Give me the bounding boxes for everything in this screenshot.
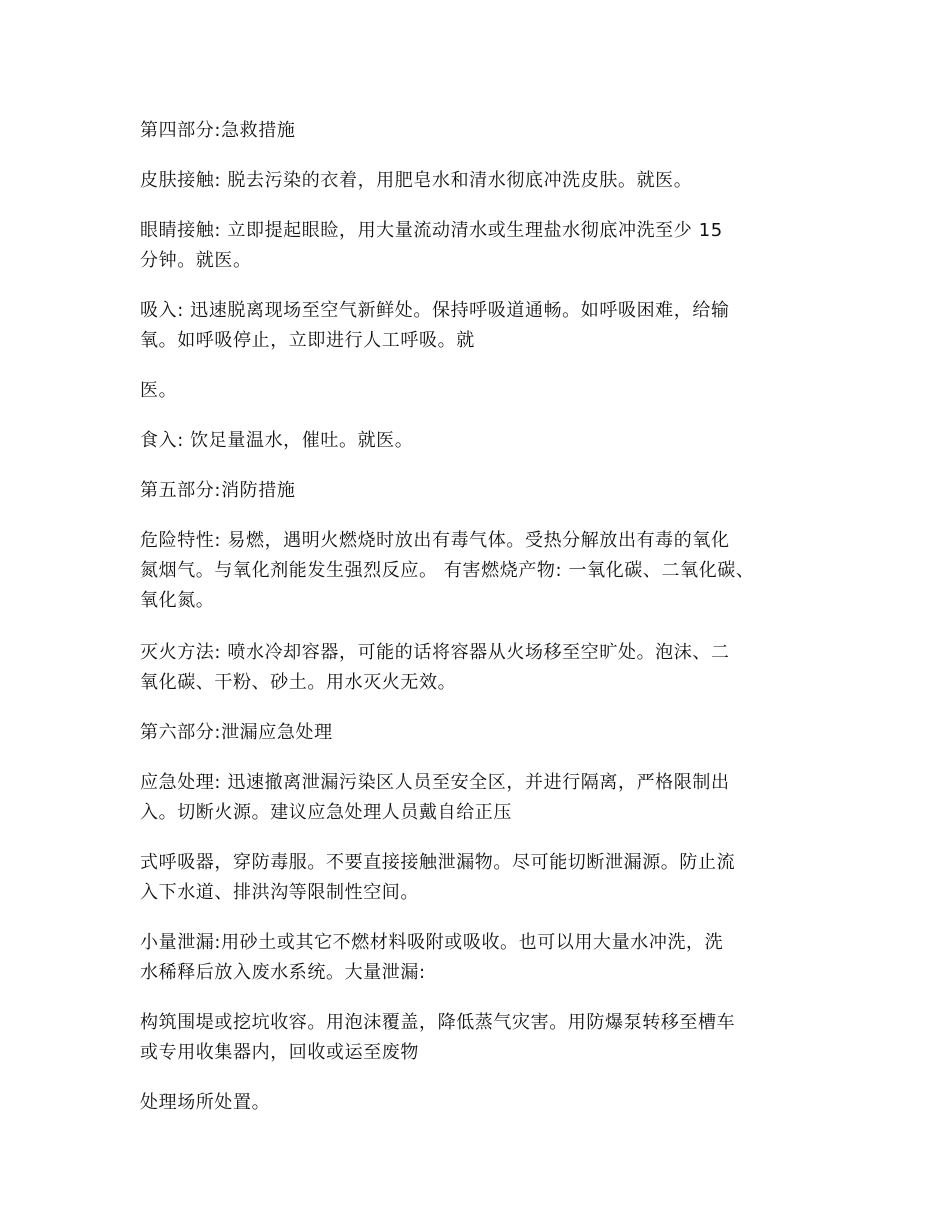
text-line: 分钟。就医。 bbox=[140, 250, 252, 271]
text-line: 皮肤接触: 脱去污染的衣着，用肥皂水和清水彻底冲洗皮肤。就医。 bbox=[140, 170, 693, 191]
section-heading-leak bbox=[140, 718, 840, 748]
text-line: 氧化碳、干粉、砂土。用水灭火无效。 bbox=[140, 672, 457, 693]
paragraph-ingestion bbox=[140, 426, 840, 456]
text-line: 小量泄漏:用砂土或其它不燃材料吸附或吸收。也可以用大量水冲洗，洗 bbox=[140, 932, 724, 953]
paragraph-large-leak bbox=[140, 1008, 840, 1068]
text-line: 氮烟气。与氧化剂能发生强烈反应。 有害燃烧产物: 一氧化碳、二氧化碳、 bbox=[140, 560, 755, 581]
section-heading-firefighting bbox=[140, 476, 840, 506]
paragraph-eye-contact bbox=[140, 216, 840, 276]
text-line: 氧化氮。 bbox=[140, 590, 215, 611]
paragraph-emergency-handling-cont bbox=[140, 848, 840, 908]
text-line: 处理场所处置。 bbox=[140, 1092, 271, 1113]
text-line: 入下水道、排洪沟等限制性空间。 bbox=[140, 882, 419, 903]
paragraph-small-leak bbox=[140, 928, 840, 988]
text-line: 灭火方法: 喷水冷却容器，可能的话将容器从火场移至空旷处。泡沫、二 bbox=[140, 642, 730, 663]
text-line: 水稀释后放入废水系统。大量泄漏: bbox=[140, 962, 426, 983]
text-line: 或专用收集器内，回收或运至废物 bbox=[140, 1042, 419, 1063]
paragraph-inhalation-cont bbox=[140, 376, 840, 406]
paragraph-skin-contact bbox=[140, 166, 840, 196]
paragraph-hazard-properties bbox=[140, 526, 840, 616]
text-line: 氧。如呼吸停止，立即进行人工呼吸。就 bbox=[140, 330, 475, 351]
paragraph-extinguishing bbox=[140, 638, 840, 698]
text-line: 应急处理: 迅速撤离泄漏污染区人员至安全区，并进行隔离，严格限制出 bbox=[140, 772, 730, 793]
text-line: 第六部分:泄漏应急处理 bbox=[140, 722, 333, 743]
text-line: 入。切断火源。建议应急处理人员戴自给正压 bbox=[140, 802, 512, 823]
section-heading-first-aid bbox=[140, 116, 840, 146]
text-line: 危险特性: 易燃，遇明火燃烧时放出有毒气体。受热分解放出有毒的氧化 bbox=[140, 530, 730, 551]
paragraph-emergency-handling bbox=[140, 768, 840, 828]
text-line: 医。 bbox=[140, 380, 178, 401]
text-line: 食入: 饮足量温水，催吐。就医。 bbox=[140, 430, 414, 451]
text-line: 式呼吸器，穿防毒服。不要直接接触泄漏物。尽可能切断泄漏源。防止流 bbox=[140, 852, 736, 873]
text-line: 眼睛接触: 立即提起眼睑，用大量流动清水或生理盐水彻底冲洗至少 15 bbox=[140, 220, 723, 241]
text-line: 第四部分:急救措施 bbox=[140, 120, 296, 141]
text-line: 构筑围堤或挖坑收容。用泡沫覆盖，降低蒸气灾害。用防爆泵转移至槽车 bbox=[140, 1012, 736, 1033]
text-line: 吸入: 迅速脱离现场至空气新鲜处。保持呼吸道通畅。如呼吸困难，给输 bbox=[140, 300, 730, 321]
text-line: 第五部分:消防措施 bbox=[140, 480, 296, 501]
paragraph-disposal bbox=[140, 1088, 840, 1118]
paragraph-inhalation bbox=[140, 296, 840, 356]
